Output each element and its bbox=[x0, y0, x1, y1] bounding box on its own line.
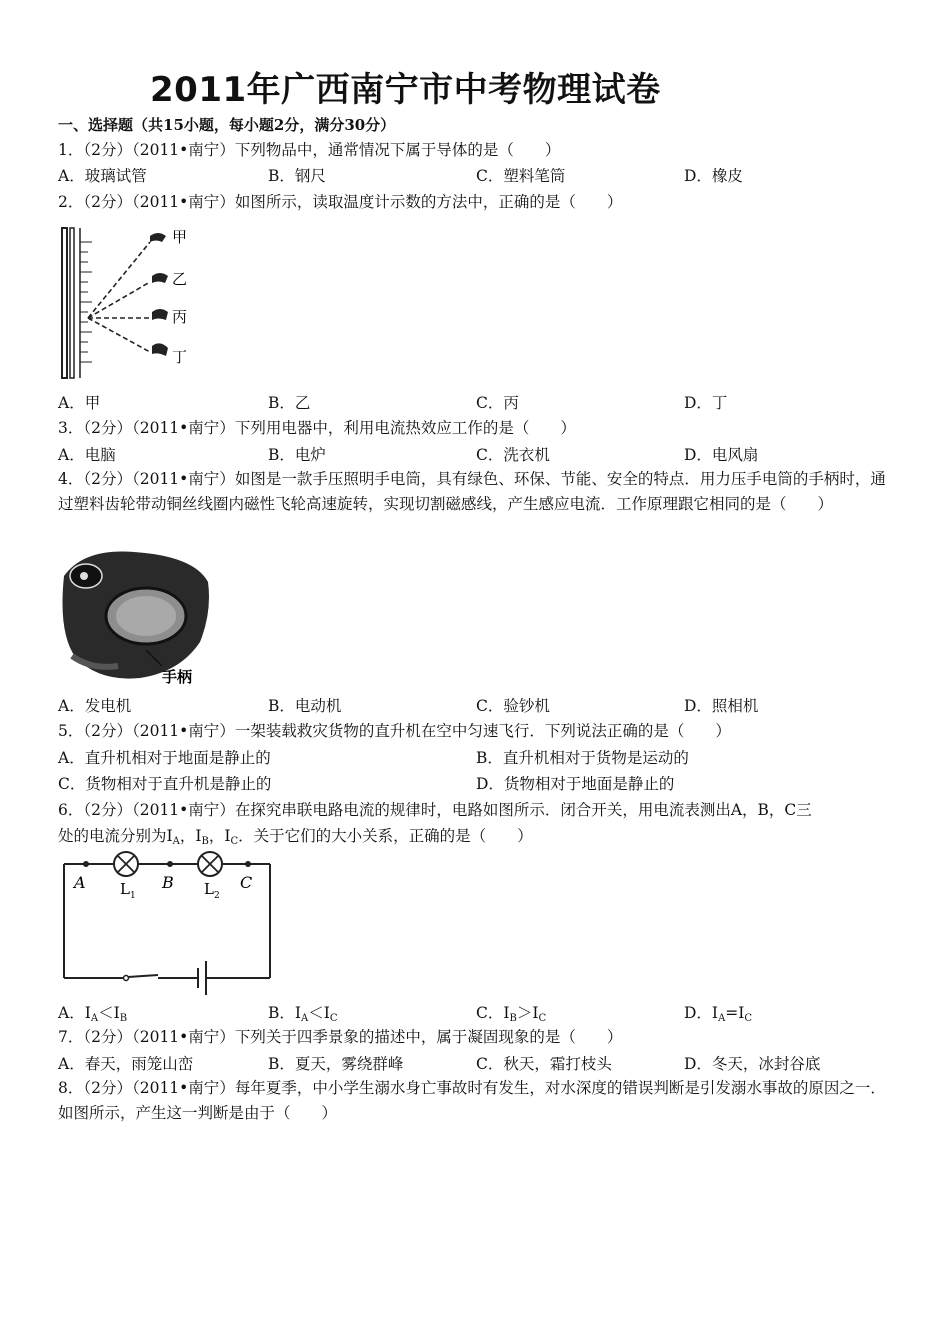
question-2-option-d[interactable]: D．丁 bbox=[684, 394, 728, 412]
label-ding: 丁 bbox=[172, 348, 188, 366]
question-3-option-c[interactable]: C．洗衣机 bbox=[476, 446, 550, 464]
question-2-option-a[interactable]: A．甲 bbox=[58, 394, 101, 412]
question-3-option-b[interactable]: B．电炉 bbox=[268, 446, 326, 464]
question-4-stem: 4．（2分）（2011•南宁）如图是一款手压照明手电筒，具有绿色、环保、节能、安全的特点．用力压手电筒的手柄时，通过塑料齿轮带动铜丝线圈内磁性飞轮高速旋转，实现切割磁感线，产生感应电流．工作原理跟它相同的是（ ） bbox=[58, 470, 886, 513]
question-6-stem-line-1: 6．（2分）（2011•南宁）在探究串联电路电流的规律时，电路如图所示．闭合开关，用电流表测出A，B，C三 bbox=[58, 801, 812, 819]
page-title: 2011年广西南宁市中考物理试卷 bbox=[150, 70, 661, 110]
section-heading: 一、选择题（共15小题，每小题2分，满分30分） bbox=[58, 116, 396, 134]
question-7-option-a[interactable]: A．春天，雨笼山峦 bbox=[58, 1055, 194, 1073]
thermometer-reading-figure bbox=[58, 222, 208, 382]
question-5-option-d[interactable]: D．货物相对于地面是静止的 bbox=[476, 775, 675, 793]
label-lamp-1-sub: 1 bbox=[130, 891, 136, 901]
question-1-option-d[interactable]: D．橡皮 bbox=[684, 167, 743, 185]
label-handle: 手柄 bbox=[162, 668, 193, 686]
question-4-option-c[interactable]: C．验钞机 bbox=[476, 697, 550, 715]
label-point-c: C bbox=[240, 873, 253, 892]
question-6-option-a[interactable]: A．$I_A<I_B$ bbox=[58, 1004, 128, 1024]
series-circuit-figure bbox=[58, 848, 278, 996]
question-2-option-b[interactable]: B．乙 bbox=[268, 394, 311, 412]
question-1-option-b[interactable]: B．钢尺 bbox=[268, 167, 326, 185]
question-6-stem-line-2: 处的电流分别为$I_A$，$I_B$，$I_C$．关于它们的大小关系，正确的是（ ） bbox=[58, 827, 533, 847]
label-jia: 甲 bbox=[172, 228, 188, 246]
question-7-option-b[interactable]: B．夏天，雾绕群峰 bbox=[268, 1055, 404, 1073]
question-3-option-d[interactable]: D．电风扇 bbox=[684, 446, 759, 464]
question-1-stem: 1．（2分）（2011•南宁）下列物品中，通常情况下属于导体的是（ ） bbox=[58, 141, 561, 159]
label-lamp-2: L bbox=[204, 880, 214, 898]
label-lamp-2-sub: 2 bbox=[214, 891, 220, 901]
question-5-option-a[interactable]: A．直升机相对于地面是静止的 bbox=[58, 749, 271, 767]
question-6-option-d[interactable]: D．$I_A=I_C$ bbox=[684, 1004, 753, 1024]
question-6-option-c[interactable]: C．$I_B>I_C$ bbox=[476, 1004, 547, 1024]
label-yi: 乙 bbox=[172, 270, 188, 288]
question-2-stem: 2．（2分）（2011•南宁）如图所示，读取温度计示数的方法中，正确的是（ ） bbox=[58, 193, 623, 211]
question-2-option-c[interactable]: C．丙 bbox=[476, 394, 519, 412]
question-8-stem: 8．（2分）（2011•南宁）每年夏季，中小学生溺水身亡事故时有发生，对水深度的错误判断是引发溺水事故的原因之一．如图所示，产生这一判断是由于（ ） bbox=[58, 1079, 886, 1122]
question-4-option-b[interactable]: B．电动机 bbox=[268, 697, 342, 715]
question-5-stem: 5．（2分）（2011•南宁）一架装载救灾货物的直升机在空中匀速飞行．下列说法正确的是（ ） bbox=[58, 722, 731, 740]
hand-flashlight-figure bbox=[58, 546, 213, 688]
label-point-a: A bbox=[74, 873, 86, 892]
question-1-option-c[interactable]: C．塑料笔筒 bbox=[476, 167, 566, 185]
question-3-stem: 3．（2分）（2011•南宁）下列用电器中，利用电流热效应工作的是（ ） bbox=[58, 419, 576, 437]
question-7-option-d[interactable]: D．冬天，冰封谷底 bbox=[684, 1055, 821, 1073]
question-5-option-b[interactable]: B．直升机相对于货物是运动的 bbox=[476, 749, 689, 767]
question-6-option-b[interactable]: B．$I_A<I_C$ bbox=[268, 1004, 338, 1024]
question-4-option-a[interactable]: A．发电机 bbox=[58, 697, 132, 715]
label-point-b: B bbox=[162, 873, 174, 892]
question-7-stem: 7．（2分）（2011•南宁）下列关于四季景象的描述中，属于凝固现象的是（ ） bbox=[58, 1028, 623, 1046]
question-3-option-a[interactable]: A．电脑 bbox=[58, 446, 116, 464]
question-7-option-c[interactable]: C．秋天，霜打枝头 bbox=[476, 1055, 612, 1073]
label-bing: 丙 bbox=[172, 308, 188, 326]
question-1-option-a[interactable]: A．玻璃试管 bbox=[58, 167, 147, 185]
question-5-option-c[interactable]: C．货物相对于直升机是静止的 bbox=[58, 775, 272, 793]
label-lamp-1: L bbox=[120, 880, 130, 898]
question-4-option-d[interactable]: D．照相机 bbox=[684, 697, 759, 715]
